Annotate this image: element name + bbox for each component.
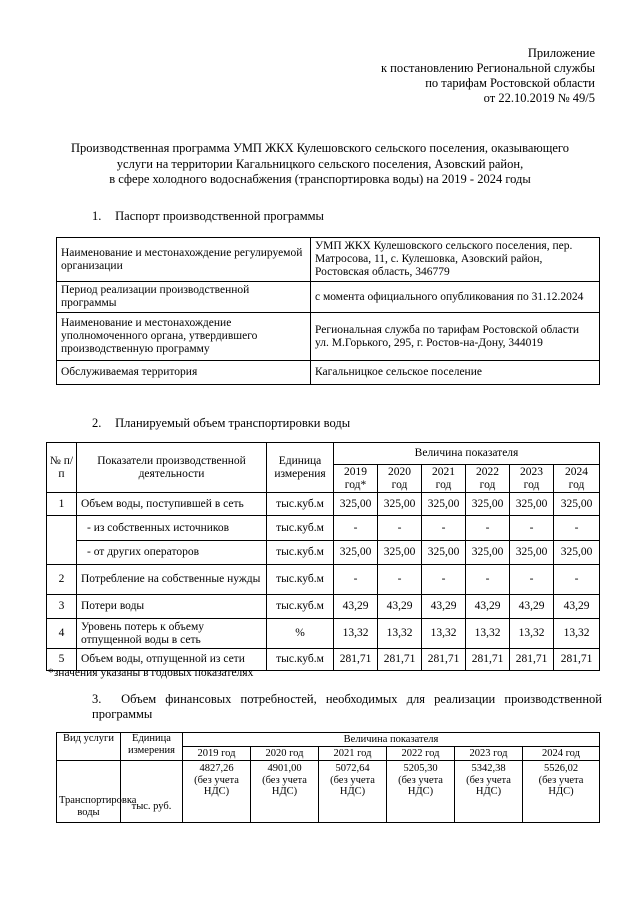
row-unit: тыс.куб.м bbox=[267, 595, 334, 619]
row-value: - bbox=[422, 565, 466, 595]
row-value: 13,32 bbox=[466, 619, 510, 649]
row-value: 281,71 bbox=[422, 649, 466, 671]
year-header: 2019 год* bbox=[334, 465, 378, 493]
row-unit: тыс.куб.м bbox=[267, 541, 334, 565]
row-value: - bbox=[378, 565, 422, 595]
table-row bbox=[47, 619, 600, 649]
row-name: Потери воды bbox=[77, 595, 267, 619]
year-header: 2023 год bbox=[455, 747, 523, 761]
year-header: 2021 год bbox=[422, 465, 466, 493]
finance-value-cell bbox=[455, 761, 523, 823]
passport-label: Период реализации производственной программы bbox=[57, 282, 311, 313]
finance-value: 4827,26 bbox=[199, 763, 234, 774]
header-line-1: Приложение bbox=[527, 46, 595, 60]
year-header: 2022 год bbox=[387, 747, 455, 761]
row-value: 325,00 bbox=[378, 541, 422, 565]
vat-note: (без учета НДС) bbox=[538, 774, 584, 797]
row-value: 281,71 bbox=[334, 649, 378, 671]
service-unit: тыс. руб. bbox=[121, 761, 183, 823]
vat-note: (без учета НДС) bbox=[330, 774, 375, 797]
row-unit: тыс.куб.м bbox=[267, 493, 334, 516]
row-value: 13,32 bbox=[422, 619, 466, 649]
row-value: - bbox=[466, 565, 510, 595]
row-value: 43,29 bbox=[378, 595, 422, 619]
appendix-header bbox=[381, 46, 595, 106]
row-num: 2 bbox=[47, 565, 77, 595]
row-value: 325,00 bbox=[510, 541, 554, 565]
finance-value-cell bbox=[387, 761, 455, 823]
title-line-2: услуги на территории Кагальницкого сельского поселения, Азовский район, bbox=[116, 156, 524, 171]
section-1-heading bbox=[92, 209, 324, 224]
row-value: - bbox=[510, 565, 554, 595]
row-value: 325,00 bbox=[510, 493, 554, 516]
row-value: - bbox=[378, 516, 422, 541]
year-header: 2020 год bbox=[251, 747, 319, 761]
row-value: 281,71 bbox=[510, 649, 554, 671]
header-unit: Единица измерения bbox=[121, 733, 183, 761]
section-2-heading bbox=[92, 416, 350, 431]
row-value: 43,29 bbox=[510, 595, 554, 619]
row-value: - bbox=[554, 516, 600, 541]
title-line-1: Производственная программа УМП ЖКХ Кулешовского сельского поселения, оказывающего bbox=[71, 141, 569, 155]
row-value: - bbox=[334, 565, 378, 595]
section-label: Паспорт производственной программы bbox=[115, 209, 324, 223]
table-row bbox=[47, 541, 600, 565]
table-row bbox=[47, 595, 600, 619]
finance-value-cell bbox=[251, 761, 319, 823]
row-value: - bbox=[510, 516, 554, 541]
section-3-heading bbox=[92, 692, 602, 722]
year-header: 2019 год bbox=[183, 747, 251, 761]
year-header: 2023 год bbox=[510, 465, 554, 493]
row-value: 13,32 bbox=[334, 619, 378, 649]
year-header: 2020 год bbox=[378, 465, 422, 493]
finance-value: 4901,00 bbox=[267, 763, 302, 774]
vat-note: (без учета НДС) bbox=[194, 774, 239, 797]
finance-value-cell bbox=[183, 761, 251, 823]
vat-note: (без учета НДС) bbox=[262, 774, 307, 797]
year-header: 2021 год bbox=[319, 747, 387, 761]
finance-value: 5342,38 bbox=[471, 763, 506, 774]
volume-table bbox=[46, 442, 600, 671]
row-value: - bbox=[334, 516, 378, 541]
document-title bbox=[40, 141, 600, 188]
year-header: 2024 год bbox=[554, 465, 600, 493]
row-num: 4 bbox=[47, 619, 77, 649]
year-header: 2024 год bbox=[523, 747, 600, 761]
row-num bbox=[47, 516, 77, 565]
row-value: - bbox=[422, 516, 466, 541]
row-name: Объем воды, поступившей в сеть bbox=[77, 493, 267, 516]
footnote: *значения указаны в годовых показателях bbox=[48, 667, 254, 679]
row-value: 43,29 bbox=[422, 595, 466, 619]
row-value: 325,00 bbox=[554, 493, 600, 516]
header-line-2: к постановлению Региональной службы bbox=[380, 61, 595, 75]
header-service: Вид услуги bbox=[57, 733, 121, 761]
row-unit: % bbox=[267, 619, 334, 649]
row-num: 3 bbox=[47, 595, 77, 619]
passport-value: УМП ЖКХ Кулешовского сельского поселения, пер. Матросова, 11, с. Кулешовка, Азовский район, Ростовская область, 346779 bbox=[311, 238, 600, 282]
row-unit: тыс.куб.м bbox=[267, 516, 334, 541]
section-label: Объем финансовых потребностей, необходимых для реализации производственной программы bbox=[92, 692, 602, 721]
title-line-3: в сфере холодного водоснабжения (транспортировка воды) на 2019 - 2024 годы bbox=[109, 172, 531, 186]
row-name: - от других операторов bbox=[77, 541, 267, 565]
row-num: 1 bbox=[47, 493, 77, 516]
row-value: 281,71 bbox=[466, 649, 510, 671]
section-number: 3. bbox=[92, 692, 102, 706]
row-name: Уровень потерь к объему отпущенной воды в сеть bbox=[77, 619, 267, 649]
vat-note: (без учета НДС) bbox=[466, 774, 511, 797]
vat-note: (без учета НДС) bbox=[398, 774, 443, 797]
row-value: 13,32 bbox=[378, 619, 422, 649]
section-number: 2. bbox=[92, 416, 102, 430]
header-value: Величина показателя bbox=[334, 443, 600, 465]
passport-label: Наименование и местонахождение регулируемой организации bbox=[57, 238, 311, 282]
table-row bbox=[47, 565, 600, 595]
row-name: - из собственных источников bbox=[77, 516, 267, 541]
row-value: 13,32 bbox=[554, 619, 600, 649]
row-value: 325,00 bbox=[466, 541, 510, 565]
row-value: - bbox=[466, 516, 510, 541]
service-name: Транспортировка воды bbox=[57, 761, 121, 823]
row-value: 325,00 bbox=[378, 493, 422, 516]
row-value: 281,71 bbox=[378, 649, 422, 671]
row-value: 281,71 bbox=[554, 649, 600, 671]
header-line-3: по тарифам Ростовской области bbox=[425, 76, 595, 90]
header-num: № п/п bbox=[47, 443, 77, 493]
section-label: Планируемый объем транспортировки воды bbox=[115, 416, 351, 430]
passport-label: Наименование и местонахождение уполномоченного органа, утвердившего производственную программу bbox=[57, 313, 311, 361]
row-unit: тыс.куб.м bbox=[267, 565, 334, 595]
row-value: 325,00 bbox=[466, 493, 510, 516]
table-row bbox=[47, 493, 600, 516]
row-value: 43,29 bbox=[554, 595, 600, 619]
row-value: 325,00 bbox=[334, 541, 378, 565]
finance-value: 5526,02 bbox=[543, 763, 579, 774]
row-name: Потребление на собственные нужды bbox=[77, 565, 267, 595]
passport-table bbox=[56, 237, 600, 385]
header-value: Величина показателя bbox=[183, 733, 600, 747]
row-value: 43,29 bbox=[466, 595, 510, 619]
finance-table bbox=[56, 732, 600, 823]
row-value: 13,32 bbox=[510, 619, 554, 649]
header-indicator: Показатели производственной деятельности bbox=[77, 443, 267, 493]
row-name: Объем воды, отпущенной из сети bbox=[77, 649, 267, 671]
table-row bbox=[47, 516, 600, 541]
row-value: 325,00 bbox=[422, 493, 466, 516]
passport-value: с момента официального опубликования по 31.12.2024 bbox=[311, 282, 600, 313]
row-value: - bbox=[554, 565, 600, 595]
row-num: 5 bbox=[47, 649, 77, 671]
finance-value-cell bbox=[319, 761, 387, 823]
row-value: 43,29 bbox=[334, 595, 378, 619]
finance-value: 5205,30 bbox=[403, 763, 438, 774]
header-unit: Единица измерения bbox=[267, 443, 334, 493]
finance-value-cell bbox=[523, 761, 600, 823]
header-line-4: от 22.10.2019 № 49/5 bbox=[483, 91, 595, 105]
section-number: 1. bbox=[92, 209, 102, 223]
row-value: 325,00 bbox=[554, 541, 600, 565]
passport-label: Обслуживаемая территория bbox=[57, 361, 311, 385]
row-value: 325,00 bbox=[334, 493, 378, 516]
finance-value: 5072,64 bbox=[335, 763, 370, 774]
table-row bbox=[57, 761, 600, 823]
passport-value: Кагальницкое сельское поселение bbox=[311, 361, 600, 385]
passport-value: Региональная служба по тарифам Ростовской области ул. М.Горького, 295, г. Ростов-на-Дону, 344019 bbox=[311, 313, 600, 361]
year-header: 2022 год bbox=[466, 465, 510, 493]
row-unit: тыс.куб.м bbox=[267, 649, 334, 671]
row-value: 325,00 bbox=[422, 541, 466, 565]
